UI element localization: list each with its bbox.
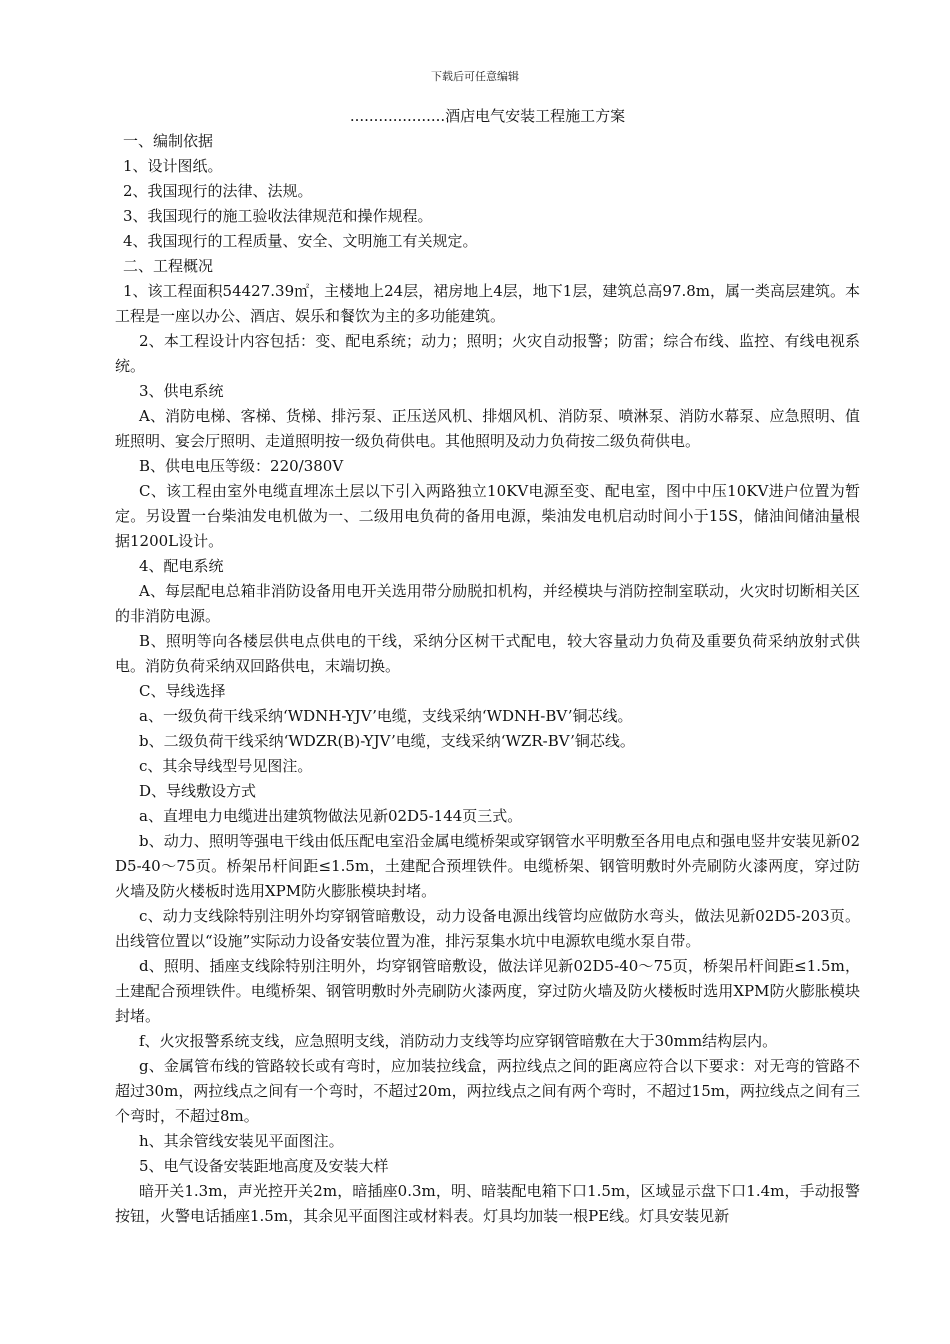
paragraph: 5、电气设备安装距地高度及安装大样 [139, 1157, 389, 1175]
paragraph: 二、工程概况 [123, 257, 214, 275]
paragraph-list [115, 129, 860, 1229]
paragraph: 2、本工程设计内容包括：变、配电系统；动力；照明；火灾自动报警；防雷；综合布线、监控、有线电视系统。 [115, 332, 860, 375]
paragraph: b、动力、照明等强电干线由低压配电室沿金属电缆桥架或穿钢管水平明敷至各用电点和强电竖井安装见新02D5-40～75页。桥架吊杆间距≤1.5m，土建配合预埋铁件。电缆桥架、钢管明敷时外壳刷防火漆两度，穿过防火墙及防火楼板时选用XPM防火膨胀模块封堵。 [115, 832, 860, 900]
paragraph: f、火灾报警系统支线，应急照明支线，消防动力支线等均应穿钢管暗敷在大于30mm结构层内。 [139, 1032, 778, 1050]
paragraph: 2、我国现行的法律、法规。 [123, 182, 313, 200]
paragraph: 一、编制依据 [123, 132, 214, 150]
paragraph: 3、我国现行的施工验收法律规范和操作规程。 [123, 207, 433, 225]
paragraph: 暗开关1.3m，声光控开关2m，暗插座0.3m，明、暗装配电箱下口1.5m，区域显示盘下口1.4m，手动报警按钮，火警电话插座1.5m，其余见平面图注或材料表。灯具均加装一根PE线。灯具安装见新 [115, 1182, 860, 1225]
paragraph: c、动力支线除特别注明外均穿钢管暗敷设，动力设备电源出线管均应做防水弯头，做法见新02D5-203页。出线管位置以“设施”实际动力设备安装位置为准，排污泵集水坑中电源软电缆水泵自带。 [115, 907, 860, 950]
paragraph: a、直埋电力电缆进出建筑物做法见新02D5-144页三式。 [139, 807, 523, 825]
paragraph: A、消防电梯、客梯、货梯、排污泵、正压送风机、排烟风机、消防泵、喷淋泵、消防水幕泵、应急照明、值班照明、宴会厅照明、走道照明按一级负荷供电。其他照明及动力负荷按二级负荷供电。 [115, 407, 860, 450]
document-title: ....................酒店电气安装工程施工方案 [349, 107, 626, 125]
paragraph: C、导线选择 [139, 682, 226, 700]
paragraph: B、照明等向各楼层供电点供电的干线，采纳分区树干式配电，较大容量动力负荷及重要负荷采纳放射式供电。消防负荷采纳双回路供电，末端切换。 [115, 632, 860, 675]
document-body [115, 104, 860, 1229]
paragraph: a、一级负荷干线采纳‘WDNH-YJV’电缆，支线采纳‘WDNH-BV’铜芯线。 [139, 707, 633, 725]
page-header-note: 下载后可任意编辑 [431, 70, 519, 83]
paragraph: 4、配电系统 [139, 557, 224, 575]
paragraph: A、每层配电总箱非消防设备用电开关选用带分励脱扣机构，并经模块与消防控制室联动，火灾时切断相关区的非消防电源。 [115, 582, 860, 625]
paragraph: 1、该工程面积54427.39㎡，主楼地上24层，裙房地上4层，地下1层，建筑总高97.8m，属一类高层建筑。本工程是一座以办公、酒店、娱乐和餐饮为主的多功能建筑。 [115, 282, 860, 325]
paragraph: d、照明、插座支线除特别注明外，均穿钢管暗敷设，做法详见新02D5-40～75页，桥架吊杆间距≤1.5m，土建配合预埋铁件。电缆桥架、钢管明敷时外壳刷防火漆两度，穿过防火墙及防火楼板时选用XPM防火膨胀模块封堵。 [115, 957, 860, 1025]
paragraph: b、二级负荷干线采纳‘WDZR(B)-YJV’电缆，支线采纳‘WZR-BV’铜芯线。 [139, 732, 635, 750]
paragraph: D、导线敷设方式 [139, 782, 257, 800]
paragraph: 4、我国现行的工程质量、安全、文明施工有关规定。 [123, 232, 478, 250]
paragraph: 1、设计图纸。 [123, 157, 223, 175]
paragraph: g、金属管布线的管路较长或有弯时，应加装拉线盒，两拉线点之间的距离应符合以下要求：对无弯的管路不超过30m，两拉线点之间有一个弯时，不超过20m，两拉线点之间有两个弯时，不超过15m，两拉线点之间有三个弯时，不超过8m。 [115, 1057, 860, 1125]
paragraph: B、供电电压等级：220/380V [139, 457, 344, 475]
paragraph: h、其余管线安装见平面图注。 [139, 1132, 344, 1150]
paragraph: C、该工程由室外电缆直埋冻土层以下引入两路独立10KV电源至变、配电室，图中中压10KV进户位置为暂定。另设置一台柴油发电机做为一、二级用电负荷的备用电源，柴油发电机启动时间小于15S，储油间储油量根据1200L设计。 [115, 482, 860, 550]
paragraph: c、其余导线型号见图注。 [139, 757, 313, 775]
paragraph: 3、供电系统 [139, 382, 224, 400]
